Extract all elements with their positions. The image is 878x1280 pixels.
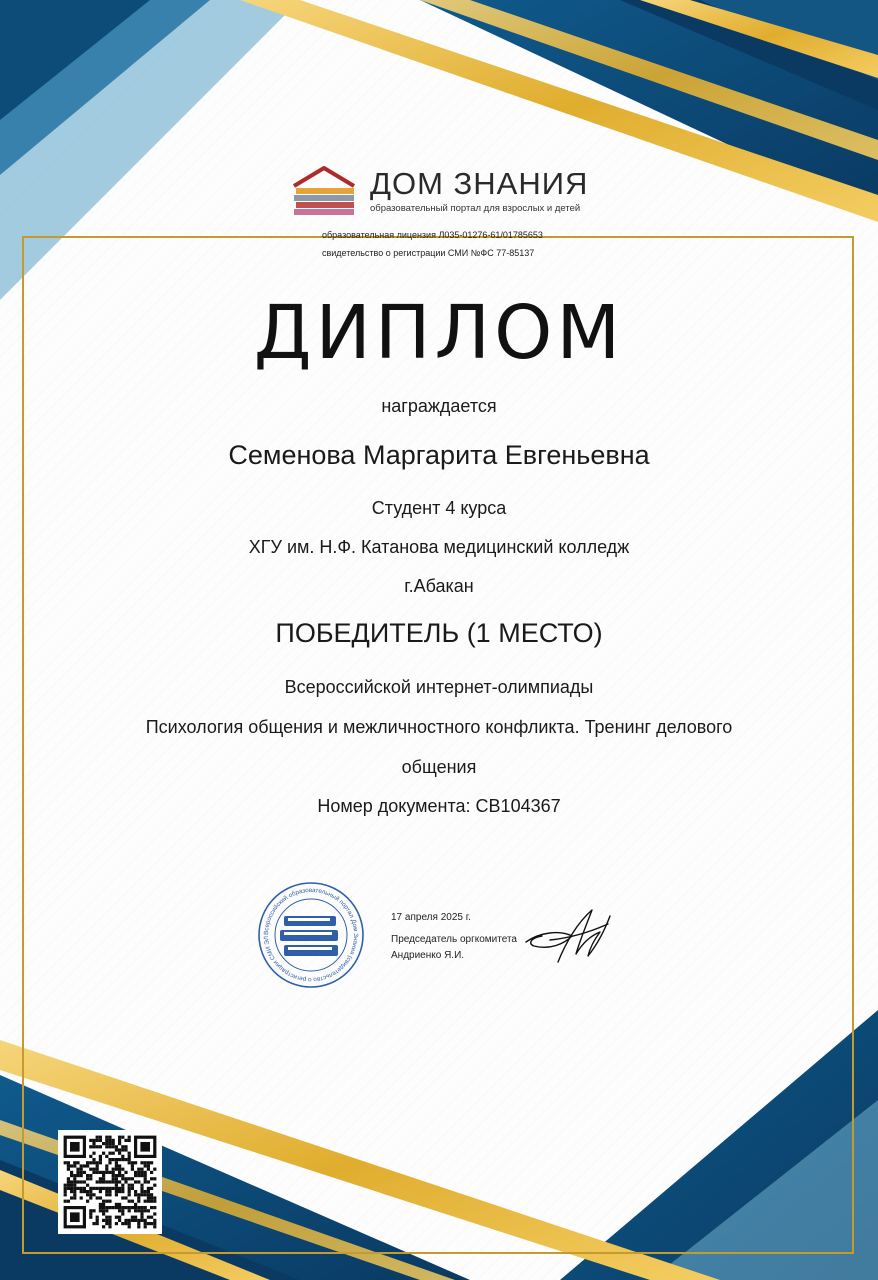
institution: ХГУ им. Н.Ф. Катанова медицинский колледж	[248, 537, 630, 557]
recipient-name: Семенова Маргарита Евгеньевна	[228, 440, 650, 470]
document-number: Номер документа: СВ104367	[317, 796, 561, 816]
registration-line: свидетельство о регистрации СМИ №ФС 77-85137	[322, 248, 535, 258]
seal-ring-text: Всероссийский образовательный портал Дом Знания (свидетельство о регистрации СМИ ЭЛ	[262, 886, 360, 984]
city: г.Абакан	[404, 576, 474, 596]
signature-block	[391, 908, 517, 966]
event-type: Всероссийской интернет-олимпиады	[284, 677, 594, 697]
recipient-status: Студент 4 курса	[371, 498, 507, 518]
books-house-icon	[290, 164, 358, 216]
handwritten-signature	[520, 902, 612, 968]
gold-frame	[22, 236, 854, 1254]
license-line: образовательная лицензия Л035-01276-61/01785653	[322, 230, 543, 240]
event-name-line1: Психология общения и межличностного конфликта. Тренинг делового	[145, 717, 733, 737]
signer-position: Председатель оргкомитета	[391, 934, 517, 945]
license-info	[322, 226, 543, 262]
diploma-title: ДИПЛОМ	[253, 290, 625, 376]
issue-date: 17 апреля 2025 г.	[391, 912, 471, 923]
event-name-line2: общения	[401, 757, 477, 777]
qr-code[interactable]	[58, 1130, 162, 1234]
awarded-label: награждается	[381, 396, 497, 416]
logo-title: ДОМ ЗНАНИЯ	[370, 166, 589, 201]
seal-stamp	[256, 880, 366, 990]
logo-subtitle: образовательный портал для взрослых и детей	[370, 203, 581, 214]
result: ПОБЕДИТЕЛЬ (1 МЕСТО)	[275, 618, 603, 648]
signer-name: Андриенко Я.И.	[391, 950, 465, 961]
books-icon	[280, 916, 338, 956]
